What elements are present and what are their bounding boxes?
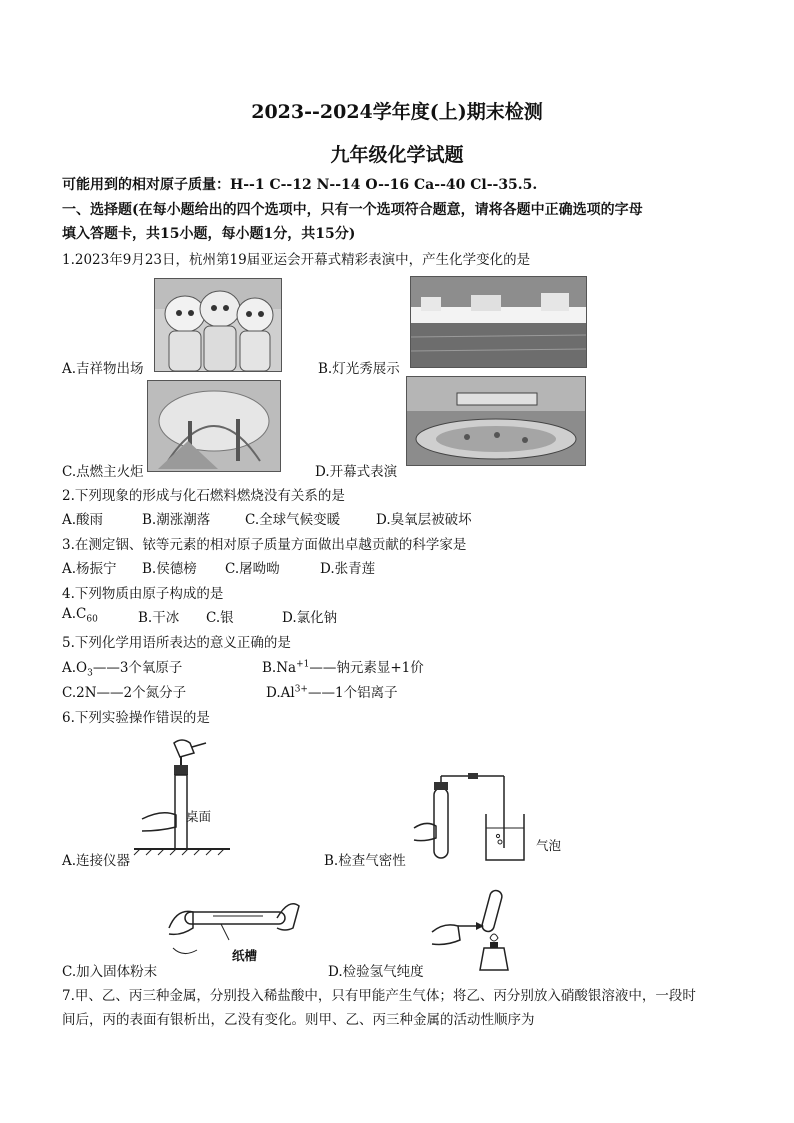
airtightness-check-sketch — [412, 770, 532, 865]
q2-option-b: B.潮涨潮落 — [142, 512, 211, 528]
q1-option-a: A.吉祥物出场 — [62, 361, 144, 377]
q1-option-c: C.点燃主火炬 — [62, 464, 144, 480]
q2-option-a: A.酸雨 — [62, 512, 104, 528]
paper-trough-label: 纸槽 — [232, 948, 258, 963]
q5-option-c: C.2N——2个氮分子 — [62, 685, 187, 701]
q3-option-d: D.张青莲 — [320, 561, 376, 577]
q5-option-d: $D.Al^{3+}——1$个铝离子 — [266, 684, 398, 701]
section-heading-line1: 一、选择题(在每小题给出的四个选项中，只有一个选项符合题意，请将各题中正确选项的字母 — [62, 202, 643, 218]
q6-option-b: B.检查气密性 — [324, 853, 406, 869]
q1-option-d: D.开幕式表演 — [315, 464, 398, 480]
q7-stem-line2: 间后，丙的表面有银析出，乙没有变化。则甲、乙、丙三种金属的活动性顺序为 — [62, 1012, 535, 1028]
torch-photo — [147, 380, 281, 472]
exam-subtitle: 九年级化学试题 — [330, 144, 464, 166]
atomic-masses-line: 可能用到的相对原子质量：H--1 C--12 N--14 O--16 Ca--40 Cl--35.5. — [62, 177, 538, 193]
q5-option-b: $B.Na^{+1}——$钠元素显+1价 — [262, 659, 424, 676]
q4-option-a: $A.C_{60}$ — [62, 606, 98, 625]
q6-option-d: D.检验氢气纯度 — [328, 964, 424, 980]
q6-option-c: C.加入固体粉末 — [62, 964, 158, 980]
q1-stem: 1.2023年9月23日，杭州第19届亚运会开幕式精彩表演中，产生化学变化的是 — [62, 252, 531, 268]
q4-option-b: B.干冰 — [138, 610, 180, 626]
exam-title: 2023--2024学年度(上)期末检测 — [251, 101, 543, 123]
q4-option-c: C.银 — [206, 610, 234, 626]
q4-option-d: D.氯化钠 — [282, 610, 338, 626]
bubble-label: 气泡 — [536, 838, 562, 853]
connect-apparatus-sketch — [132, 735, 232, 857]
q1-option-b: B.灯光秀展示 — [318, 361, 400, 377]
ceremony-photo — [406, 376, 586, 466]
q2-option-c: C.全球气候变暖 — [245, 512, 341, 528]
hydrogen-purity-test-sketch — [428, 886, 524, 972]
q6-option-a: A.连接仪器 — [62, 853, 131, 869]
q2-option-d: D.臭氧层被破坏 — [376, 512, 472, 528]
q3-option-c: C.屠呦呦 — [225, 561, 280, 577]
q7-stem-line1: 7.甲、乙、丙三种金属，分别投入稀盐酸中，只有甲能产生气体；将乙、丙分别放入硝酸银溶液中，一段时 — [62, 988, 696, 1004]
q2-stem: 2.下列现象的形成与化石燃料燃烧没有关系的是 — [62, 488, 345, 504]
q5-stem: 5.下列化学用语所表达的意义正确的是 — [62, 635, 291, 651]
mascot-photo — [154, 278, 282, 372]
q5-option-a: $A.O_3——3$个氧原子 — [62, 660, 183, 679]
q3-option-a: A.杨振宁 — [62, 561, 117, 577]
q4-stem: 4.下列物质由原子构成的是 — [62, 586, 224, 602]
q3-option-b: B.侯德榜 — [142, 561, 197, 577]
section-heading-line2: 填入答题卡，共15小题，每小题1分，共15分) — [62, 226, 356, 242]
desk-label: 桌面 — [186, 809, 212, 824]
q6-stem: 6.下列实验操作错误的是 — [62, 710, 210, 726]
q3-stem: 3.在测定铟、铱等元素的相对原子质量方面做出卓越贡献的科学家是 — [62, 537, 467, 553]
light-show-photo — [410, 276, 587, 368]
